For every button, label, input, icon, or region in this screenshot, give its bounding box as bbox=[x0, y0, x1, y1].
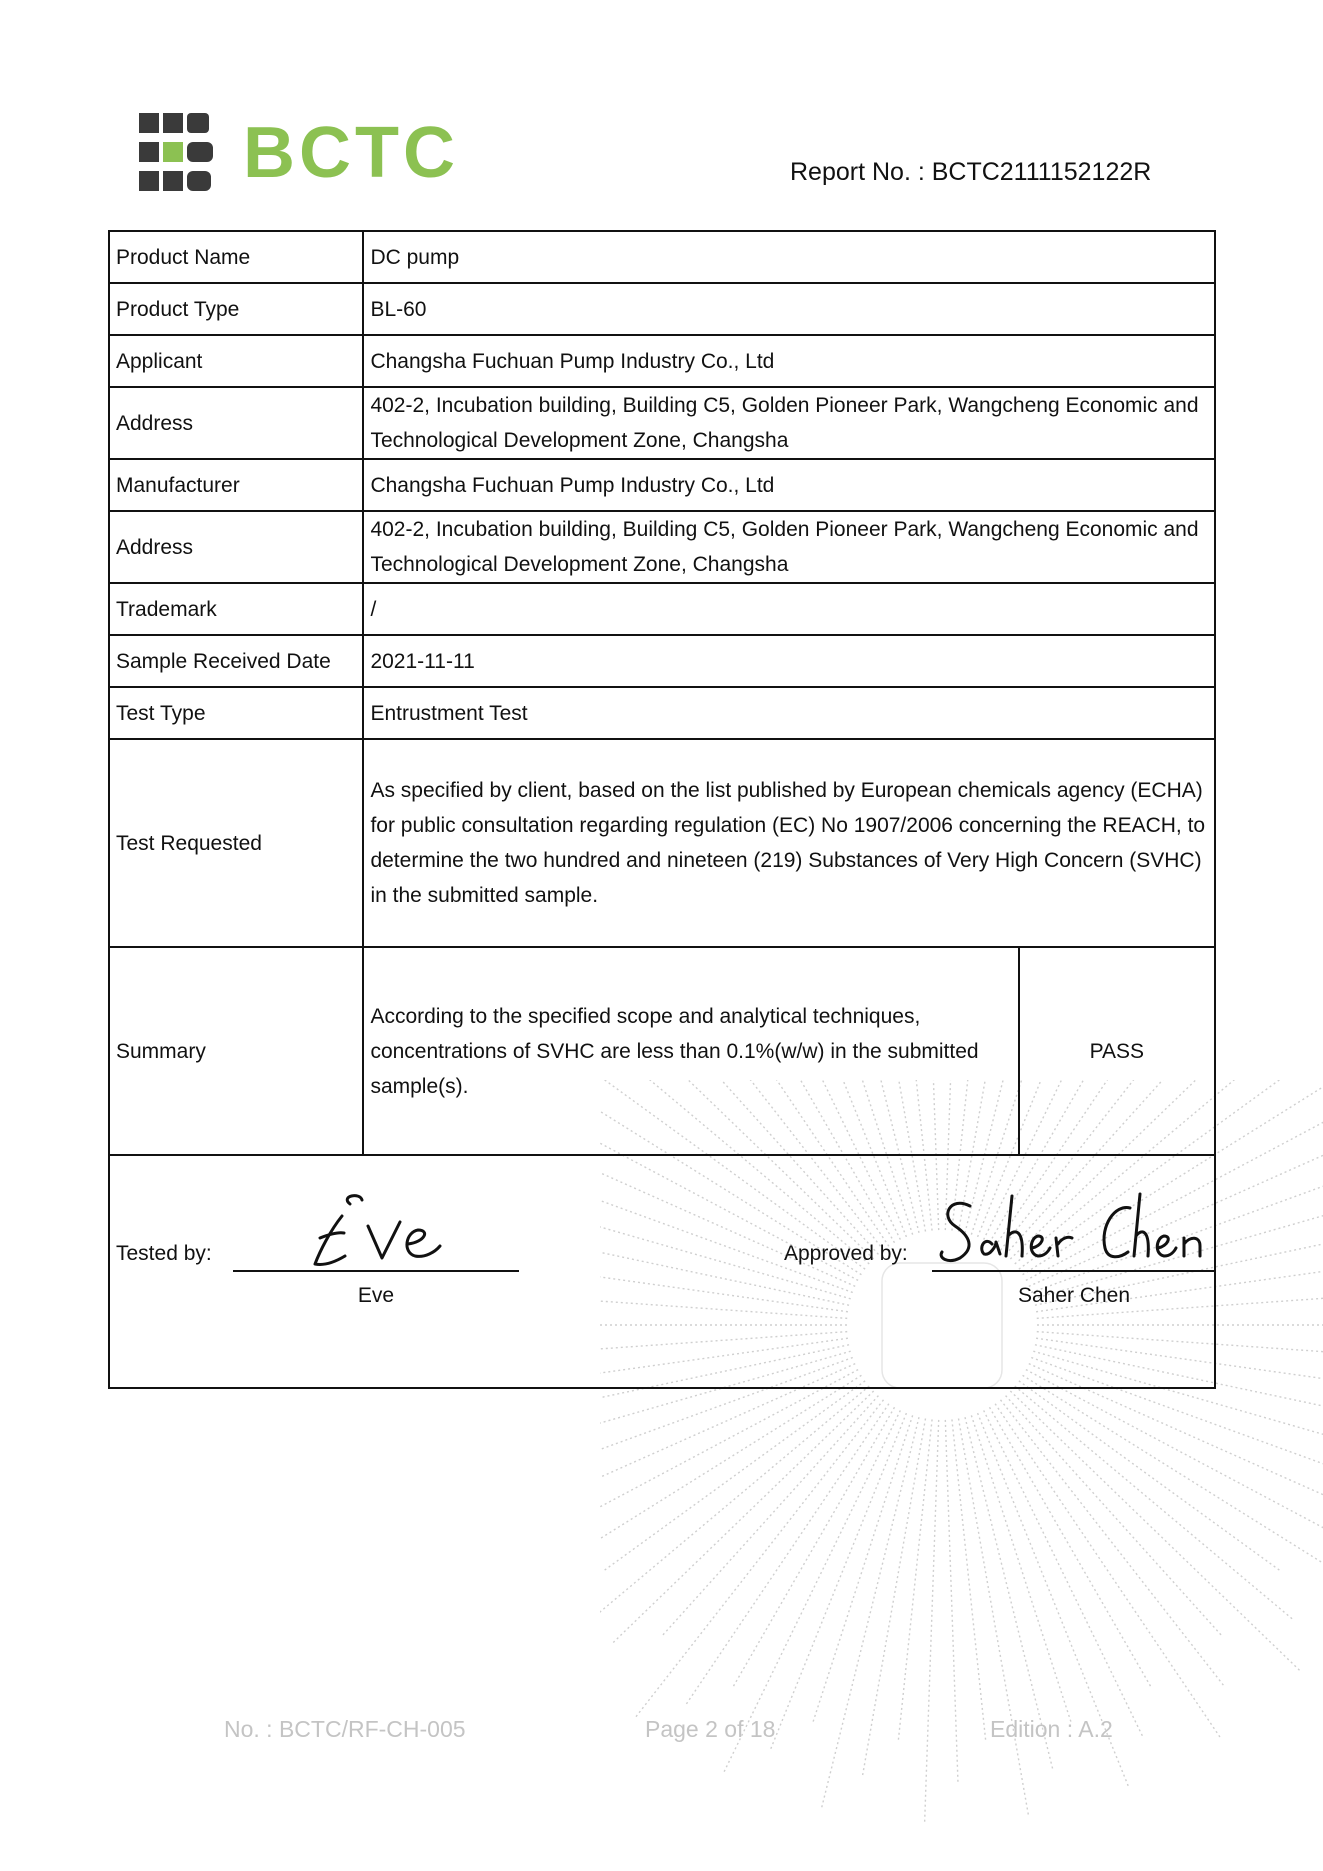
watermark-ray bbox=[1000, 1400, 1225, 1688]
watermark-ray bbox=[1010, 1391, 1301, 1672]
trademark-value: / bbox=[363, 583, 1215, 635]
tested-by-line bbox=[233, 1270, 519, 1272]
applicant-label: Applicant bbox=[109, 335, 363, 387]
summary-label: Summary bbox=[109, 947, 363, 1155]
sample-received-date-value: 2021-11-11 bbox=[363, 635, 1215, 687]
watermark-ray bbox=[732, 1407, 895, 1688]
product-name-label: Product Name bbox=[109, 231, 363, 283]
watermark-ray bbox=[1023, 1375, 1323, 1590]
manufacturer-address-value: 402-2, Incubation building, Building C5, Golden Pioneer Park, Wangcheng Economic and Technological Development Zone, Changsha bbox=[363, 511, 1215, 583]
eve-signature bbox=[290, 1186, 470, 1276]
table-row bbox=[109, 231, 1215, 283]
approved-by-label: Approved by: bbox=[784, 1242, 908, 1265]
product-type-value: BL-60 bbox=[363, 283, 1215, 335]
table-row bbox=[109, 459, 1215, 511]
watermark-ray bbox=[1006, 1396, 1223, 1638]
test-type-value: Entrustment Test bbox=[363, 687, 1215, 739]
approved-by-name: Saher Chen bbox=[1017, 1284, 1131, 1307]
watermark-ray bbox=[600, 1386, 869, 1646]
product-name-value: DC pump bbox=[363, 231, 1215, 283]
watermark-ray bbox=[1026, 1370, 1323, 1541]
table-row bbox=[109, 739, 1215, 947]
test-requested-value: As specified by client, based on the list published by European chemicals agency (ECHA) for public consultation regarding regulation (EC) No 1907/2006 concerning the REACH, to determine the two hundred and nineteen (219) Substances of Very High Concern (SVHC) in the submitted sample. bbox=[363, 739, 1215, 947]
sample-received-date-label: Sample Received Date bbox=[109, 635, 363, 687]
summary-value: According to the specified scope and analytical techniques, concentrations of SVHC are less than 0.1%(w/w) in the submitted sample(s). bbox=[363, 947, 1018, 1155]
report-summary-table bbox=[108, 230, 1216, 1389]
tested-by-name: Eve bbox=[357, 1284, 395, 1307]
signature-row bbox=[109, 1155, 1215, 1388]
watermark-ray bbox=[958, 1419, 1028, 1818]
report-number: Report No. : BCTC2111152122R bbox=[790, 158, 1152, 186]
footer-edition: Edition : A.2 bbox=[990, 1716, 1113, 1742]
product-type-label: Product Type bbox=[109, 283, 363, 335]
manufacturer-address-label: Address bbox=[109, 511, 363, 583]
logo-text: BCTC bbox=[243, 113, 459, 193]
applicant-value: Changsha Fuchuan Pump Industry Co., Ltd bbox=[363, 335, 1215, 387]
table-row bbox=[109, 335, 1215, 387]
table-row bbox=[109, 583, 1215, 635]
watermark-ray bbox=[945, 1420, 958, 1785]
manufacturer-label: Manufacturer bbox=[109, 459, 363, 511]
applicant-address-label: Address bbox=[109, 387, 363, 459]
watermark-ray bbox=[1019, 1381, 1282, 1572]
watermark-ray bbox=[602, 1381, 865, 1572]
test-type-label: Test Type bbox=[109, 687, 363, 739]
footer-page-number: Page 2 of 18 bbox=[645, 1716, 776, 1742]
watermark-ray bbox=[990, 1407, 1153, 1688]
watermark-ray bbox=[925, 1420, 939, 1825]
watermark-ray bbox=[971, 1415, 1071, 1724]
watermark-ray bbox=[995, 1404, 1221, 1740]
approved-by-line bbox=[932, 1270, 1216, 1272]
watermark-ray bbox=[634, 1400, 883, 1719]
test-requested-label: Test Requested bbox=[109, 739, 363, 947]
table-row bbox=[109, 947, 1215, 1155]
table-row bbox=[109, 635, 1215, 687]
table-row bbox=[109, 511, 1215, 583]
summary-result: PASS bbox=[1019, 947, 1215, 1155]
footer-form-number: No. : BCTC/RF-CH-005 bbox=[224, 1716, 466, 1742]
watermark-ray bbox=[770, 1413, 907, 1751]
table-row bbox=[109, 283, 1215, 335]
watermark-ray bbox=[1015, 1386, 1295, 1621]
watermark-ray bbox=[898, 1419, 932, 1742]
watermark-ray bbox=[600, 1375, 861, 1568]
manufacturer-value: Changsha Fuchuan Pump Industry Co., Ltd bbox=[363, 459, 1215, 511]
table-row bbox=[109, 387, 1215, 459]
watermark-ray bbox=[952, 1419, 986, 1742]
watermark-ray bbox=[812, 1415, 912, 1724]
logo-grid-icon bbox=[139, 113, 215, 191]
watermark-ray bbox=[611, 1391, 874, 1645]
bctc-logo bbox=[139, 113, 469, 193]
watermark-ray bbox=[821, 1417, 919, 1810]
tested-by-label: Tested by: bbox=[116, 1242, 212, 1265]
signature-cell bbox=[109, 1155, 1215, 1388]
trademark-label: Trademark bbox=[109, 583, 363, 635]
table-row bbox=[109, 687, 1215, 739]
applicant-address-value: 402-2, Incubation building, Building C5, Golden Pioneer Park, Wangcheng Economic and Technological Development Zone, Changsha bbox=[363, 387, 1215, 459]
saher-chen-signature bbox=[930, 1186, 1220, 1276]
watermark-ray bbox=[661, 1396, 878, 1638]
